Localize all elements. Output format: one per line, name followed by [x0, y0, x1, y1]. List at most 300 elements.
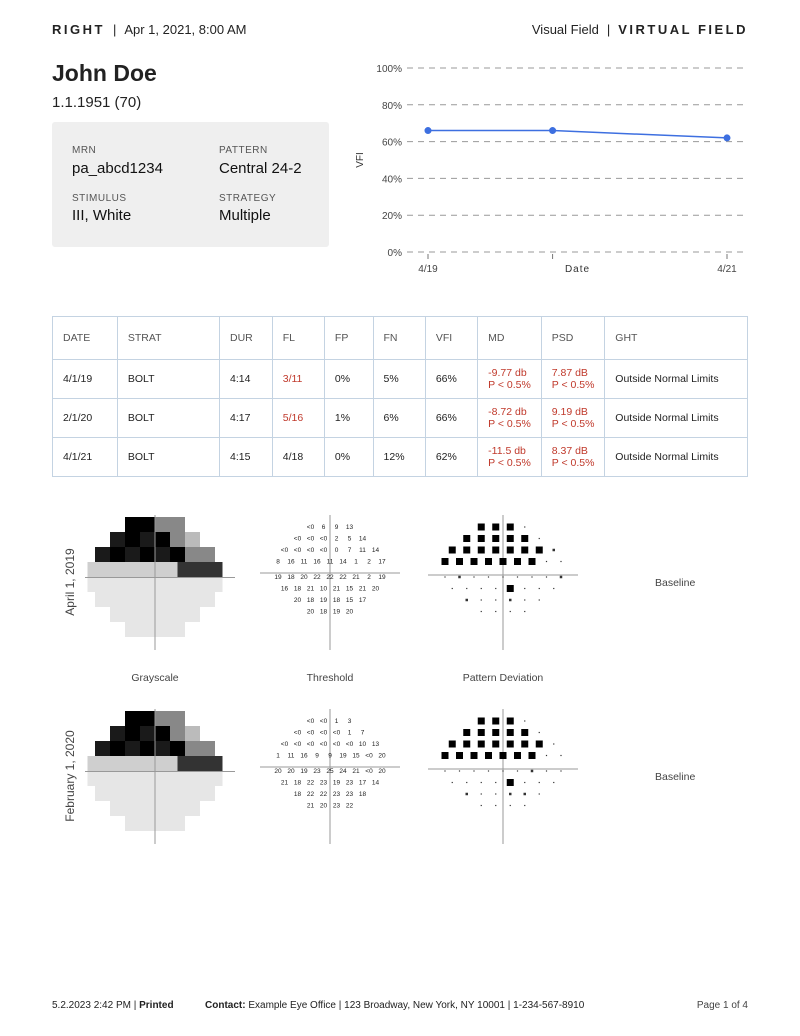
- cell-ght: Outside Normal Limits: [605, 399, 748, 438]
- deviation-mark: [478, 535, 485, 542]
- cell-md-p: P < 0.5%: [488, 379, 531, 391]
- grayscale-cell: [208, 771, 223, 786]
- grayscale-cell: [140, 532, 155, 547]
- grayscale-cell: [163, 562, 178, 577]
- cell-date: 4/1/19: [53, 360, 118, 399]
- deviation-dot: [539, 599, 540, 600]
- deviation-dot: [510, 611, 511, 612]
- table-row: [53, 360, 748, 399]
- cell-fn: 5%: [373, 360, 425, 399]
- threshold-value: 17: [378, 558, 386, 566]
- cell-dur: 4:17: [219, 399, 272, 438]
- grayscale-cell: [155, 592, 170, 607]
- grayscale-cell: [208, 756, 223, 771]
- cell-date: 4/1/21: [53, 438, 118, 477]
- threshold-value: <0: [306, 729, 315, 737]
- grayscale-cell: [95, 547, 110, 562]
- threshold-value: 23: [332, 802, 341, 810]
- deviation-dot: [473, 770, 474, 771]
- cell-fl: 4/18: [272, 438, 324, 477]
- cell-fp: 1%: [324, 399, 373, 438]
- printed-date: 5.2.2023 2:42 PM |: [52, 1000, 140, 1011]
- threshold-value: 15: [345, 597, 354, 604]
- grayscale-cell: [103, 771, 118, 786]
- cell-fn: 12%: [373, 438, 425, 477]
- vfi-data-point: [549, 127, 556, 134]
- grayscale-cell: [200, 547, 215, 562]
- cell-psd: [541, 399, 605, 438]
- pattern-deviation-plot: [428, 515, 578, 650]
- threshold-value: 1: [354, 558, 358, 566]
- deviation-dot: [560, 576, 563, 579]
- threshold-value: 2: [367, 558, 371, 566]
- deviation-dot: [539, 538, 540, 539]
- cell-dur: 4:15: [219, 438, 272, 477]
- column-header: PSD: [541, 317, 605, 360]
- pattern-label: PATTERN: [219, 145, 268, 156]
- threshold-value: 20: [378, 768, 386, 775]
- threshold-value: <0: [319, 741, 328, 748]
- grayscale-cell: [155, 786, 170, 801]
- threshold-value: 6: [321, 524, 326, 531]
- grayscale-cell: [170, 711, 185, 726]
- grayscale-cell: [125, 741, 140, 756]
- threshold-value: 20: [378, 752, 386, 760]
- grayscale-cell: [110, 726, 125, 741]
- threshold-value: 8: [276, 558, 280, 566]
- grayscale-cell: [88, 577, 103, 592]
- grayscale-cell: [118, 577, 133, 592]
- grayscale-cell: [200, 786, 215, 801]
- cell-fl: 5/16: [272, 399, 324, 438]
- deviation-mark: [485, 752, 492, 759]
- cell-md: [478, 438, 542, 477]
- column-header: DATE: [53, 317, 118, 360]
- grayscale-cell: [95, 592, 110, 607]
- table-row: [53, 438, 748, 477]
- threshold-value: 14: [358, 535, 367, 543]
- threshold-value: 22: [313, 574, 321, 581]
- cell-vfi: 62%: [425, 438, 477, 477]
- deviation-mark: [500, 752, 507, 759]
- threshold-value: 3: [347, 718, 352, 725]
- grayscale-cell: [140, 801, 155, 816]
- results-table: [52, 316, 748, 477]
- threshold-value: 5: [347, 535, 352, 543]
- deviation-mark: [449, 741, 456, 748]
- threshold-value: <0: [280, 741, 289, 748]
- grayscale-cell: [133, 771, 148, 786]
- deviation-dot: [531, 576, 532, 577]
- cell-psd-p: P < 0.5%: [551, 457, 595, 469]
- report-type: Visual Field: [531, 22, 599, 37]
- deviation-mark: [478, 524, 485, 531]
- y-axis-label: VFI: [355, 152, 366, 168]
- deviation-dot: [481, 611, 482, 612]
- deviation-mark: [507, 547, 514, 554]
- deviation-dot: [560, 755, 561, 756]
- test-info-card: [52, 122, 329, 247]
- grayscale-cell: [140, 726, 155, 741]
- threshold-value: 14: [371, 547, 380, 554]
- grayscale-cell: [170, 816, 185, 831]
- threshold-value: <0: [306, 741, 315, 748]
- threshold-value: <0: [319, 718, 328, 725]
- report-header-left: RIGHT | Apr 1, 2021, 8:00 AM: [52, 22, 247, 37]
- threshold-plot: [260, 515, 400, 650]
- threshold-value: 16: [287, 558, 295, 566]
- column-header: DUR: [219, 317, 272, 360]
- deviation-mark: [507, 718, 514, 725]
- threshold-value: 20: [287, 768, 295, 775]
- grayscale-cell: [110, 607, 125, 622]
- cell-vfi: 66%: [425, 360, 477, 399]
- deviation-mark: [536, 741, 543, 748]
- deviation-dot: [553, 549, 556, 552]
- threshold-value: 15: [345, 585, 354, 593]
- grayscale-cell: [88, 771, 103, 786]
- grayscale-cell: [193, 577, 208, 592]
- threshold-value: 20: [306, 608, 315, 616]
- y-tick-label: 20%: [381, 211, 402, 223]
- grayscale-cell: [170, 517, 185, 532]
- deviation-dot: [495, 611, 496, 612]
- cell-md-p: P < 0.5%: [488, 457, 531, 469]
- cell-fl: 3/11: [272, 360, 324, 399]
- y-tick-label: 100%: [376, 64, 402, 75]
- grayscale-cell: [103, 577, 118, 592]
- grayscale-cell: [125, 592, 140, 607]
- threshold-value: <0: [293, 547, 302, 554]
- grayscale-cell: [110, 592, 125, 607]
- contact-info: Example Eye Office | 123 Broadway, New York, NY 10001 | 1-234-567-8910: [245, 1000, 585, 1011]
- deviation-dot: [560, 770, 561, 771]
- deviation-mark: [449, 547, 456, 554]
- cell-fn: 6%: [373, 399, 425, 438]
- grayscale-cell: [155, 801, 170, 816]
- threshold-value: 16: [300, 752, 308, 760]
- patient-dob: 1.1.1951 (70): [52, 94, 142, 111]
- y-tick-label: 60%: [381, 137, 402, 149]
- deviation-mark: [507, 524, 514, 531]
- grayscale-plot: [85, 709, 235, 844]
- threshold-value: 1: [276, 752, 280, 760]
- threshold-value: 18: [332, 597, 341, 604]
- threshold-value: 22: [326, 574, 334, 581]
- cell-strat: BOLT: [117, 399, 219, 438]
- footer-contact: [205, 1000, 584, 1011]
- threshold-value: 19: [339, 752, 347, 760]
- threshold-value: 21: [352, 574, 360, 581]
- deviation-dot: [452, 782, 453, 783]
- grayscale-cell: [125, 607, 140, 622]
- cell-fp: 0%: [324, 438, 373, 477]
- grayscale-cell: [170, 622, 185, 637]
- grayscale-cell: [125, 532, 140, 547]
- threshold-value: 15: [352, 752, 360, 760]
- deviation-mark: [478, 729, 485, 736]
- pattern-value: Central 24-2: [219, 160, 302, 177]
- grayscale-cell: [110, 532, 125, 547]
- grayscale-cell: [95, 741, 110, 756]
- cell-md: [478, 399, 542, 438]
- grayscale-cell: [118, 771, 133, 786]
- grayscale-cell: [155, 517, 170, 532]
- deviation-mark: [521, 547, 528, 554]
- deviation-dot: [539, 588, 540, 589]
- deviation-dot: [495, 793, 496, 794]
- pattern-deviation-caption: Pattern Deviation: [462, 672, 544, 684]
- cell-md-p: P < 0.5%: [488, 418, 531, 430]
- deviation-dot: [517, 770, 518, 771]
- threshold-value: 10: [319, 585, 328, 593]
- threshold-value: 21: [332, 585, 341, 593]
- deviation-dot: [553, 743, 554, 744]
- threshold-value: 21: [280, 779, 289, 787]
- cell-ght: Outside Normal Limits: [605, 360, 748, 399]
- deviation-dot: [466, 599, 469, 602]
- printed-label: Printed: [139, 1000, 174, 1011]
- deviation-mark: [442, 752, 449, 759]
- grayscale-cell: [193, 771, 208, 786]
- deviation-dot: [481, 599, 482, 600]
- grayscale-cell: [125, 547, 140, 562]
- deviation-mark: [514, 752, 521, 759]
- threshold-value: 11: [300, 558, 308, 566]
- threshold-value: 24: [339, 768, 347, 775]
- deviation-dot: [444, 576, 445, 577]
- threshold-value: 7: [347, 547, 352, 554]
- deviation-dot: [488, 770, 489, 771]
- grayscale-cell: [170, 801, 185, 816]
- grayscale-cell: [140, 517, 155, 532]
- threshold-value: 19: [332, 779, 341, 787]
- vfi-series-line: [428, 131, 727, 138]
- grayscale-cell: [155, 622, 170, 637]
- threshold-value: 22: [306, 791, 315, 798]
- threshold-value: 22: [345, 802, 354, 810]
- grayscale-cell: [185, 532, 200, 547]
- progression-status: Baseline: [655, 771, 696, 783]
- deviation-dot: [546, 576, 547, 577]
- deviation-dot: [524, 599, 525, 600]
- deviation-dot: [481, 805, 482, 806]
- threshold-value: <0: [365, 752, 373, 760]
- grayscale-cell: [170, 607, 185, 622]
- column-header: FN: [373, 317, 425, 360]
- threshold-value: <0: [319, 729, 328, 737]
- deviation-dot: [524, 720, 525, 721]
- deviation-mark: [463, 729, 470, 736]
- grayscale-cell: [193, 562, 208, 577]
- column-header: GHT: [605, 317, 748, 360]
- deviation-dot: [517, 576, 518, 577]
- deviation-mark: [507, 585, 514, 592]
- page-number: Page 1 of 4: [696, 1000, 748, 1011]
- threshold-value: 16: [313, 558, 321, 566]
- deviation-dot: [524, 782, 525, 783]
- deviation-dot: [531, 770, 534, 773]
- stimulus-value: III, White: [72, 207, 132, 224]
- grayscale-cell: [125, 711, 140, 726]
- grayscale-cell: [155, 816, 170, 831]
- grayscale-cell: [140, 711, 155, 726]
- threshold-plot: [260, 709, 400, 844]
- grayscale-cell: [103, 562, 118, 577]
- patient-name: John Doe: [52, 60, 157, 86]
- grayscale-cell: [88, 756, 103, 771]
- cell-vfi: 66%: [425, 399, 477, 438]
- deviation-mark: [529, 558, 536, 565]
- deviation-mark: [463, 741, 470, 748]
- threshold-value: 17: [358, 597, 367, 604]
- y-tick-label: 40%: [381, 174, 402, 186]
- grayscale-cell: [125, 816, 140, 831]
- grayscale-cell: [140, 592, 155, 607]
- deviation-dot: [546, 755, 547, 756]
- threshold-value: <0: [306, 547, 315, 554]
- grayscale-cell: [155, 607, 170, 622]
- deviation-mark: [521, 741, 528, 748]
- deviation-dot: [546, 561, 547, 562]
- threshold-value: <0: [293, 535, 302, 543]
- threshold-value: 19: [319, 597, 328, 604]
- deviation-mark: [521, 535, 528, 542]
- grayscale-cell: [110, 741, 125, 756]
- grayscale-cell: [125, 786, 140, 801]
- grayscale-cell: [178, 756, 193, 771]
- cell-psd-value: 9.19 dB: [551, 406, 588, 418]
- column-header: STRAT: [117, 317, 219, 360]
- grayscale-cell: [140, 547, 155, 562]
- threshold-value: 23: [332, 791, 341, 798]
- deviation-mark: [500, 558, 507, 565]
- deviation-dot: [524, 793, 527, 796]
- threshold-value: 19: [378, 574, 386, 581]
- threshold-value: 9: [328, 752, 332, 760]
- grayscale-cell: [185, 726, 200, 741]
- threshold-value: 23: [345, 779, 354, 787]
- grayscale-cell: [163, 756, 178, 771]
- strategy-label: STRATEGY: [219, 193, 277, 204]
- threshold-value: 0: [334, 547, 339, 554]
- grayscale-cell: [185, 801, 200, 816]
- threshold-value: 20: [300, 574, 308, 581]
- threshold-value: 23: [313, 768, 321, 775]
- grayscale-cell: [185, 592, 200, 607]
- threshold-value: <0: [365, 768, 373, 775]
- deviation-mark: [456, 558, 463, 565]
- threshold-value: 1: [334, 718, 339, 725]
- grayscale-cell: [170, 726, 185, 741]
- grayscale-cell: [155, 741, 170, 756]
- threshold-value: 13: [371, 741, 380, 748]
- deviation-mark: [471, 752, 478, 759]
- cell-psd-p: P < 0.5%: [551, 379, 595, 391]
- cell-md-value: -9.77 db: [488, 367, 527, 379]
- grayscale-cell: [185, 607, 200, 622]
- grayscale-plot: [85, 515, 235, 650]
- deviation-dot: [539, 793, 540, 794]
- deviation-mark: [492, 547, 499, 554]
- deviation-dot: [481, 588, 482, 589]
- column-header: FP: [324, 317, 373, 360]
- threshold-value: <0: [293, 729, 302, 737]
- threshold-value: 23: [319, 779, 328, 787]
- deviation-mark: [463, 535, 470, 542]
- progression-status: Baseline: [655, 577, 696, 589]
- y-tick-label: 0%: [387, 248, 402, 259]
- grayscale-cell: [125, 517, 140, 532]
- grayscale-cell: [185, 547, 200, 562]
- deviation-mark: [442, 558, 449, 565]
- threshold-value: 20: [371, 585, 380, 593]
- cell-dur: 4:14: [219, 360, 272, 399]
- grayscale-cell: [140, 622, 155, 637]
- deviation-mark: [529, 752, 536, 759]
- threshold-value: 20: [345, 608, 354, 616]
- cell-date: 2/1/20: [53, 399, 118, 438]
- brand-name: VIRTUAL FIELD: [618, 22, 748, 37]
- deviation-mark: [492, 741, 499, 748]
- threshold-value: 23: [345, 791, 354, 798]
- grayscale-cell: [140, 816, 155, 831]
- cell-ght: Outside Normal Limits: [605, 438, 748, 477]
- grayscale-cell: [208, 577, 223, 592]
- grayscale-cell: [170, 786, 185, 801]
- threshold-value: 18: [319, 608, 328, 616]
- threshold-value: 21: [306, 802, 315, 810]
- deviation-dot: [481, 793, 482, 794]
- threshold-value: 18: [306, 597, 315, 604]
- grayscale-cell: [163, 577, 178, 592]
- deviation-mark: [492, 524, 499, 531]
- threshold-value: 11: [359, 547, 366, 554]
- threshold-value: 7: [360, 729, 365, 737]
- grayscale-cell: [140, 786, 155, 801]
- threshold-value: 19: [274, 574, 282, 581]
- grayscale-cell: [193, 756, 208, 771]
- threshold-value: <0: [293, 741, 302, 748]
- grayscale-cell: [178, 577, 193, 592]
- grayscale-cell: [125, 622, 140, 637]
- cell-psd-p: P < 0.5%: [551, 418, 595, 430]
- mrn-label: MRN: [72, 145, 97, 156]
- grayscale-cell: [140, 741, 155, 756]
- threshold-value: 11: [287, 752, 295, 760]
- x-axis-label: Date: [564, 264, 591, 275]
- strategy-value: Multiple: [219, 207, 271, 224]
- threshold-value: <0: [332, 741, 341, 748]
- threshold-value: 20: [293, 597, 302, 604]
- threshold-value: 2: [334, 535, 339, 543]
- threshold-value: 2: [367, 574, 371, 581]
- eye-label: RIGHT: [52, 22, 105, 37]
- deviation-dot: [466, 588, 467, 589]
- threshold-value: 18: [287, 574, 295, 581]
- threshold-value: 21: [352, 768, 360, 775]
- deviation-dot: [466, 782, 467, 783]
- threshold-value: 17: [358, 779, 367, 787]
- grayscale-cell: [155, 547, 170, 562]
- threshold-value: 22: [339, 574, 347, 581]
- threshold-value: <0: [319, 547, 328, 554]
- cell-psd-value: 8.37 dB: [551, 445, 588, 457]
- test-datetime: Apr 1, 2021, 8:00 AM: [124, 22, 247, 37]
- deviation-mark: [471, 558, 478, 565]
- grayscale-cell: [200, 592, 215, 607]
- footer-printed: [52, 1000, 174, 1011]
